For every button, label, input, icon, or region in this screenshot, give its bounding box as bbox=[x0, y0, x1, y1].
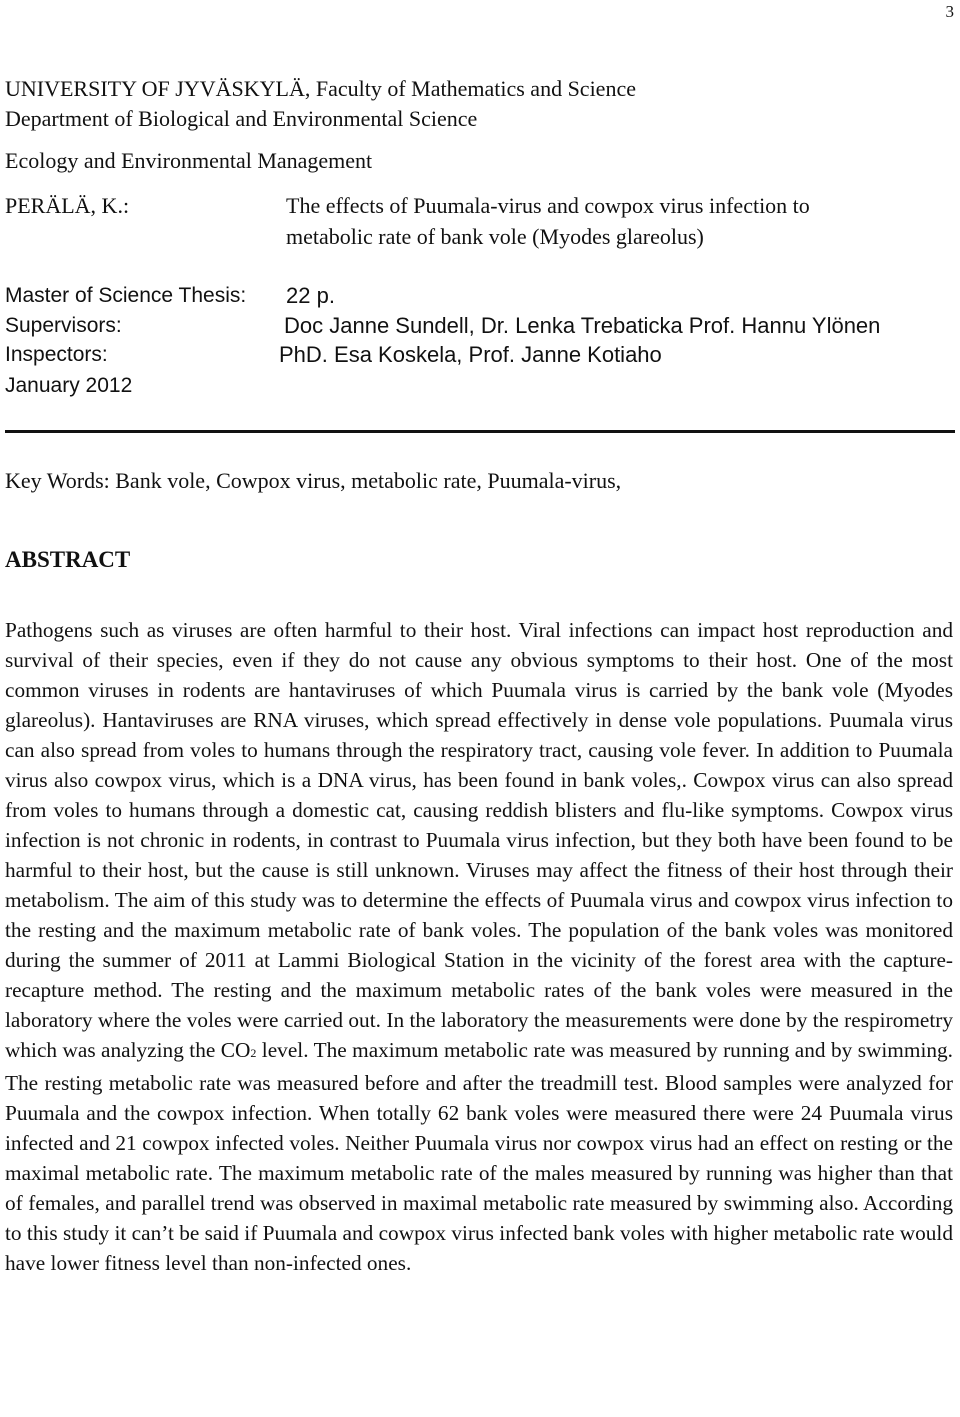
supervisors-value: Doc Janne Sundell, Dr. Lenka Trebaticka Prof. Hannu Ylönen bbox=[284, 313, 881, 338]
abstract-text-part-1: Pathogens such as viruses are often harmful to their host. Viral infections can impact host reproduction and survival of their species, even if they do not cause any obvious symptoms to their host. One of the most common viruses in rodents are hantaviruses of which Puumala virus is carried by the bank vole (Myodes glareolus). Hantaviruses are RNA viruses, which spread effectively in dense vole populations. Puumala virus can also spread from voles to humans through the respiratory tract, causing vole fever. In addition to Puumala virus also cowpox virus, which is a DNA virus, has been found in bank voles,. Cowpox virus can also spread from voles to humans through a domestic cat, causing reddish blisters and flu-like symptoms. Cowpox virus infection is not chronic in rodents, in contrast to Puumala virus infection, but they both have been found to be harmful to their host, but the cause is still unknown. Viruses may affect the fitness of their host through their metabolism. The aim of this study was to determine the effects of Puumala virus and cowpox virus infection to the resting and the maximum metabolic rate of bank voles. The population of the bank voles was monitored during the summer of 2011 at Lammi Biological Station in the vicinity of the forest area with the capture-recapture method. The resting and the maximum metabolic rates of the bank voles were measured in the laboratory where the voles were carried out. In the laboratory the measurements were done by the respirometry which was analyzing the bbox=[5, 618, 953, 1062]
inspectors-label: Inspectors: bbox=[5, 343, 108, 366]
divider-rule bbox=[5, 430, 955, 433]
abstract-heading: ABSTRACT bbox=[5, 547, 131, 572]
program-line: Ecology and Environmental Management bbox=[5, 148, 373, 173]
page-number: 3 bbox=[945, 2, 954, 21]
thesis-pages: 22 p. bbox=[286, 283, 335, 308]
author: PERÄLÄ, K.: bbox=[5, 193, 130, 218]
co2-formula: CO2 bbox=[220, 1038, 257, 1062]
supervisors-label: Supervisors: bbox=[5, 314, 122, 337]
university-line: UNIVERSITY OF JYVÄSKYLÄ, Faculty of Mathematics and Science bbox=[5, 76, 636, 101]
thesis-date: January 2012 bbox=[5, 374, 133, 397]
thesis-label: Master of Science Thesis: bbox=[5, 284, 247, 307]
department-line: Department of Biological and Environmental Science bbox=[5, 106, 478, 131]
thesis-title-line-2: metabolic rate of bank vole (Myodes glareolus) bbox=[286, 224, 704, 249]
keywords: Key Words: Bank vole, Cowpox virus, metabolic rate, Puumala-virus, bbox=[5, 468, 622, 493]
thesis-title-line-1: The effects of Puumala-virus and cowpox virus infection to bbox=[286, 193, 810, 218]
abstract-text-part-2: level. The maximum metabolic rate was measured by running and by swimming. The resting metabolic rate was measured before and after the treadmill test. Blood samples were analyzed for Puumala and the cowpox infection. When totally 62 bank voles were measured there were 24 Puumala virus infected and 21 cowpox infected voles. Neither Puumala virus nor cowpox virus had an effect on resting or the maximal metabolic rate. The maximum metabolic rate of the males measured by running was higher than that of females, and parallel trend was observed in maximal metabolic rate measured by swimming also. According to this study it can’t be said if Puumala and cowpox virus infected bank voles with higher metabolic rate would have lower fitness level than non-infected ones. bbox=[5, 1038, 953, 1275]
inspectors-value: PhD. Esa Koskela, Prof. Janne Kotiaho bbox=[279, 342, 662, 367]
abstract-body bbox=[5, 615, 953, 1278]
